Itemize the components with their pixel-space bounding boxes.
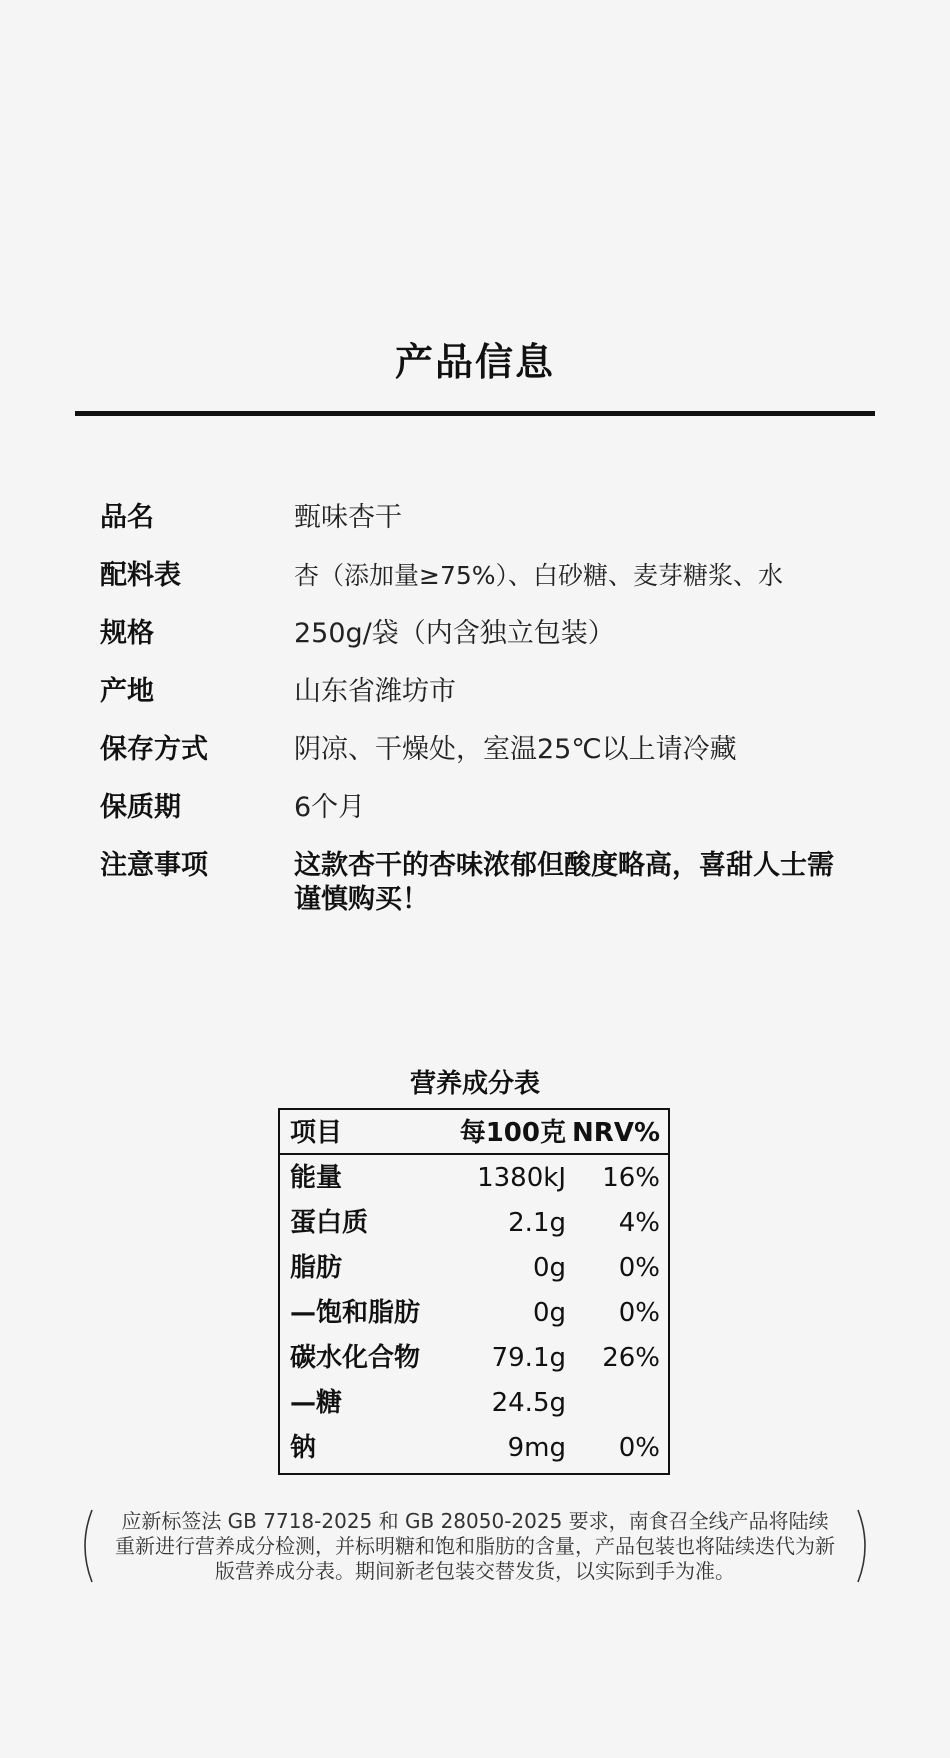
nutrient-name: 蛋白质 [290, 1208, 369, 1238]
table-row [280, 1247, 668, 1292]
table-row [280, 1157, 668, 1202]
info-value: 甄味杏干 [294, 502, 402, 533]
table-row [280, 1382, 668, 1427]
nutrient-amount: 2.1g [508, 1208, 566, 1238]
title-divider [75, 411, 875, 416]
label-update-notice [80, 1508, 870, 1588]
nutrient-amount: 79.1g [491, 1343, 566, 1373]
info-value: 阴凉、干燥处，室温25℃以上请冷藏 [294, 734, 737, 765]
nutrition-header-row [280, 1110, 668, 1155]
table-row [280, 1427, 668, 1472]
info-value: 6个月 [294, 792, 366, 823]
nutrient-amount: 9mg [507, 1433, 566, 1463]
nutrition-table [278, 1108, 670, 1475]
info-label: 保存方式 [100, 734, 208, 765]
header-item: 项目 [290, 1118, 343, 1148]
nutrient-nrv: 0% [618, 1433, 660, 1463]
info-label: 规格 [100, 618, 154, 649]
nutrient-amount: 24.5g [491, 1388, 566, 1418]
header-amount: 每100克 [459, 1118, 566, 1148]
nutrient-name: 钠 [290, 1433, 317, 1463]
nutrient-name: 脂肪 [290, 1253, 343, 1283]
nutrient-name: 能量 [290, 1163, 343, 1193]
nutrient-nrv: 0% [618, 1253, 660, 1283]
info-value: 杏（添加量≥75%）、白砂糖、麦芽糖浆、水 [294, 561, 784, 590]
nutrient-name: —糖 [290, 1388, 343, 1418]
header-nrv: NRV% [572, 1118, 660, 1148]
info-value: 山东省潍坊市 [294, 676, 456, 707]
nutrient-nrv: 16% [602, 1163, 660, 1193]
nutrient-amount: 1380kJ [477, 1163, 566, 1193]
nutrient-nrv: 0% [618, 1298, 660, 1328]
table-row [280, 1202, 668, 1247]
table-row [280, 1292, 668, 1337]
info-label: 注意事项 [100, 850, 208, 881]
nutrition-title: 营养成分表 [409, 1069, 540, 1099]
nutrient-name: —饱和脂肪 [290, 1298, 421, 1328]
info-label: 配料表 [100, 560, 181, 591]
info-label: 保质期 [100, 792, 181, 823]
info-value: 250g/袋（内含独立包装） [294, 618, 615, 649]
nutrient-amount: 0g [532, 1253, 566, 1283]
info-label: 品名 [100, 502, 154, 533]
info-label: 产地 [100, 676, 154, 707]
caution-note: 这款杏干的杏味浓郁但酸度略高，喜甜人士需谨慎购买！ [294, 850, 834, 915]
nutrient-nrv: 4% [618, 1208, 660, 1238]
table-row [280, 1337, 668, 1382]
notice-text: 应新标签法 GB 7718-2025 和 GB 28050-2025 要求，南食召全线产品将陆续重新进行营养成分检测，并标明糖和饱和脂肪的含量，产品包装也将陆续迭代为新版营养成分表。期间新老包装交替发货，以实际到手为准。 [115, 1509, 835, 1583]
left-parenthesis-icon [80, 1508, 94, 1584]
nutrient-nrv: 26% [602, 1343, 660, 1373]
product-info-title: 产品信息 [394, 340, 555, 384]
nutrient-name: 碳水化合物 [290, 1343, 421, 1373]
right-parenthesis-icon [856, 1508, 870, 1584]
nutrient-amount: 0g [532, 1298, 566, 1328]
